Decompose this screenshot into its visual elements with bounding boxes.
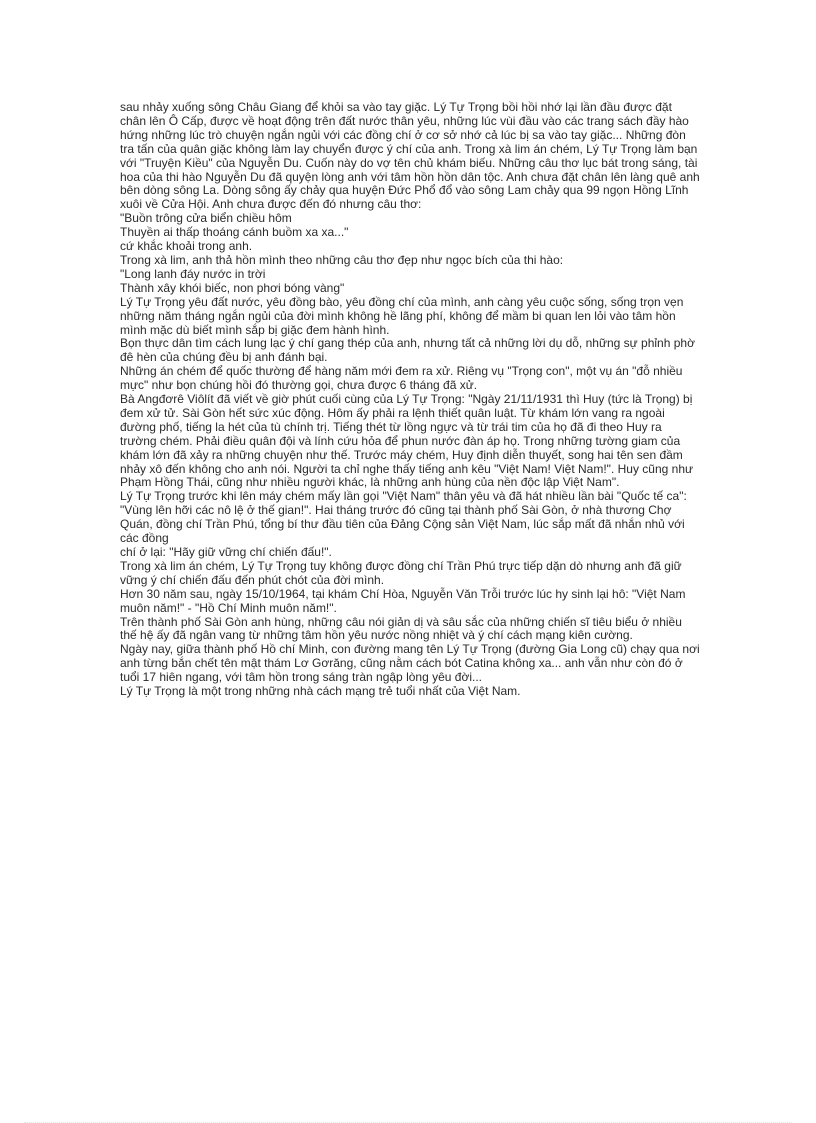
verse-line: "Long lanh đáy nước in trời [120, 266, 266, 281]
paragraph: chí ở lại: "Hãy giữ vững chí chiến đấu!". [120, 545, 332, 559]
paragraph: Lý Tự Trọng là một trong những nhà cách mạng trẻ tuổi nhất của Việt Nam. [120, 684, 521, 699]
paragraph: Lý Tự Trọng trước khi lên máy chém mấy lần gọi "Việt Nam" thân yêu và đã hát nhiều lần bài "Quốc tế ca": "Vùng lên hỡi các nô lệ ở thế gian!". Hai tháng trước đó cũng tại thành phố Sài Gòn, ở nhà thương Chợ Quán, đồng chí Trần Phú, tổng bí thư đầu tiên của Đảng Cộng sản Việt Nam, lúc sắp mất đã nhắn nhủ với các đồng [120, 489, 687, 546]
paragraph: cứ khắc khoải trong anh. [120, 239, 253, 254]
paragraph: Hơn 30 năm sau, ngày 15/10/1964, tại khám Chí Hòa, Nguyễn Văn Trỗi trước lúc hy sinh lại hô: "Việt Nam muôn năm!" - "Hồ Chí Minh muôn năm!". [120, 586, 686, 615]
paragraph: Lý Tự Trọng yêu đất nước, yêu đồng bào, yêu đồng chí của mình, anh càng yêu cuộc sống, sống trọn vẹn những năm tháng ngắn ngủi của đời mình không hề lãng phí, không để mầm bi quan len lỏi vào tâm hồn mình mặc dù biết mình sắp bị giặc đem hành hình. [120, 294, 684, 337]
paragraph: Trên thành phố Sài Gòn anh hùng, những câu nói giản dị và sâu sắc của những chiến sĩ tiêu biểu ở nhiều thế hệ ấy đã ngân vang từ những tâm hồn yêu nước nồng nhiệt và ý chí cách mạng kiên cường. [120, 614, 682, 643]
paragraph: Bọn thực dân tìm cách lung lạc ý chí gang thép của anh, nhưng tất cả những lời dụ dỗ, những sự phỉnh phờ đê hèn của chúng đều bị anh đánh bại. [120, 336, 695, 365]
paragraph: Trong xà lim, anh thả hồn mình theo những câu thơ đẹp như ngọc bích của thi hào: [120, 252, 564, 267]
document-body [120, 101, 700, 699]
paragraph: Bà Angđơrê Viôlít đã viết về giờ phút cuối cùng của Lý Tự Trọng: "Ngày 21/11/1931 thì Huy (tức là Trọng) bị đem xử tử. Sài Gòn hết sức xúc động. Hôm ấy phải ra lệnh thiết quân luật. Từ khám lớn vang ra ngoài đường phố, tiếng la hét của tù chính trị. Tiếng thét từ lồng ngực và từ trái tim của họ đã đi theo Huy ra trường chém. Phải điều quân đội và lính cứu hỏa để phun nước đàn áp họ. Trong những tường giam của khám lớn đã xảy ra những chuyện như thế. Trước máy chém, Huy định diễn thuyết, song hai tên sen đầm nhảy xô đến không cho anh nói. Người ta chỉ nghe thấy tiếng anh kêu "Việt Nam! Việt Nam!". Huy cũng như Phạm Hồng Thái, cũng như nhiều người khác, là những anh hùng của nền độc lập Việt Nam". [120, 392, 694, 490]
verse-line: "Buồn trông cửa biển chiều hôm [120, 211, 292, 226]
paragraph: Trong xà lim án chém, Lý Tự Trọng tuy không được đồng chí Trần Phú trực tiếp dặn dò nhưng anh đã giữ vững ý chí chiến đấu đến phút chót của đời mình. [120, 558, 682, 587]
verse-line: Thuyền ai thấp thoáng cánh buồm xa xa..." [120, 225, 349, 240]
paragraph: Ngày nay, giữa thành phố Hồ chí Minh, con đường mang tên Lý Tự Trọng (đường Gia Long cũ) chạy qua nơi anh từng bắn chết tên mật thám Lơ Gơrăng, cũng nằm cách bót Catina không xa... anh vẫn như còn đó ở tuổi 17 hiên ngang, với tâm hồn trong sáng tràn ngập lòng yêu đời... [120, 642, 700, 685]
paragraph: Những án chém để quốc thường để hàng năm mới đem ra xử. Riêng vụ "Trọng con", một vụ án "đỗ nhiều mực" như bọn chúng hồi đó thường gọi, chưa được 6 tháng đã xử. [120, 364, 683, 393]
paragraph: sau nhảy xuống sông Châu Giang để khỏi sa vào tay giặc. Lý Tự Trọng bồi hồi nhớ lại lần đầu được đặt chân lên Ô Cấp, được về hoạt động trên đất nước thân yêu, những lúc vùi đầu vào các trang sách đầy hào hứng những lúc trò chuyện ngắn ngủi với các đồng chí ở cơ sở nhớ cả lúc bị sa vào tay giặc... Những đòn tra tấn của quân giặc không làm lay chuyển được ý chí của anh. Trong xà lim án chém, Lý Tự Trọng làm bạn với "Truyện Kiều" của Nguyễn Du. Cuốn này do vợ tên chủ khám biếu. Những câu thơ lục bát trong sáng, tài hoa của thi hào Nguyễn Du đã quyện lòng anh với tâm hồn hồn dân tộc. Anh chưa đặt chân lên làng quê anh bên dòng sông La. Dòng sông ấy chảy qua huyện Đức Phổ đổ vào sông Lam chảy qua 99 ngọn Hồng Lĩnh xuôi về Cửa Hội. Anh chưa được đến đó nhưng câu thơ: [120, 100, 700, 212]
verse-line: Thành xây khói biếc, non phơi bóng vàng" [120, 280, 345, 295]
